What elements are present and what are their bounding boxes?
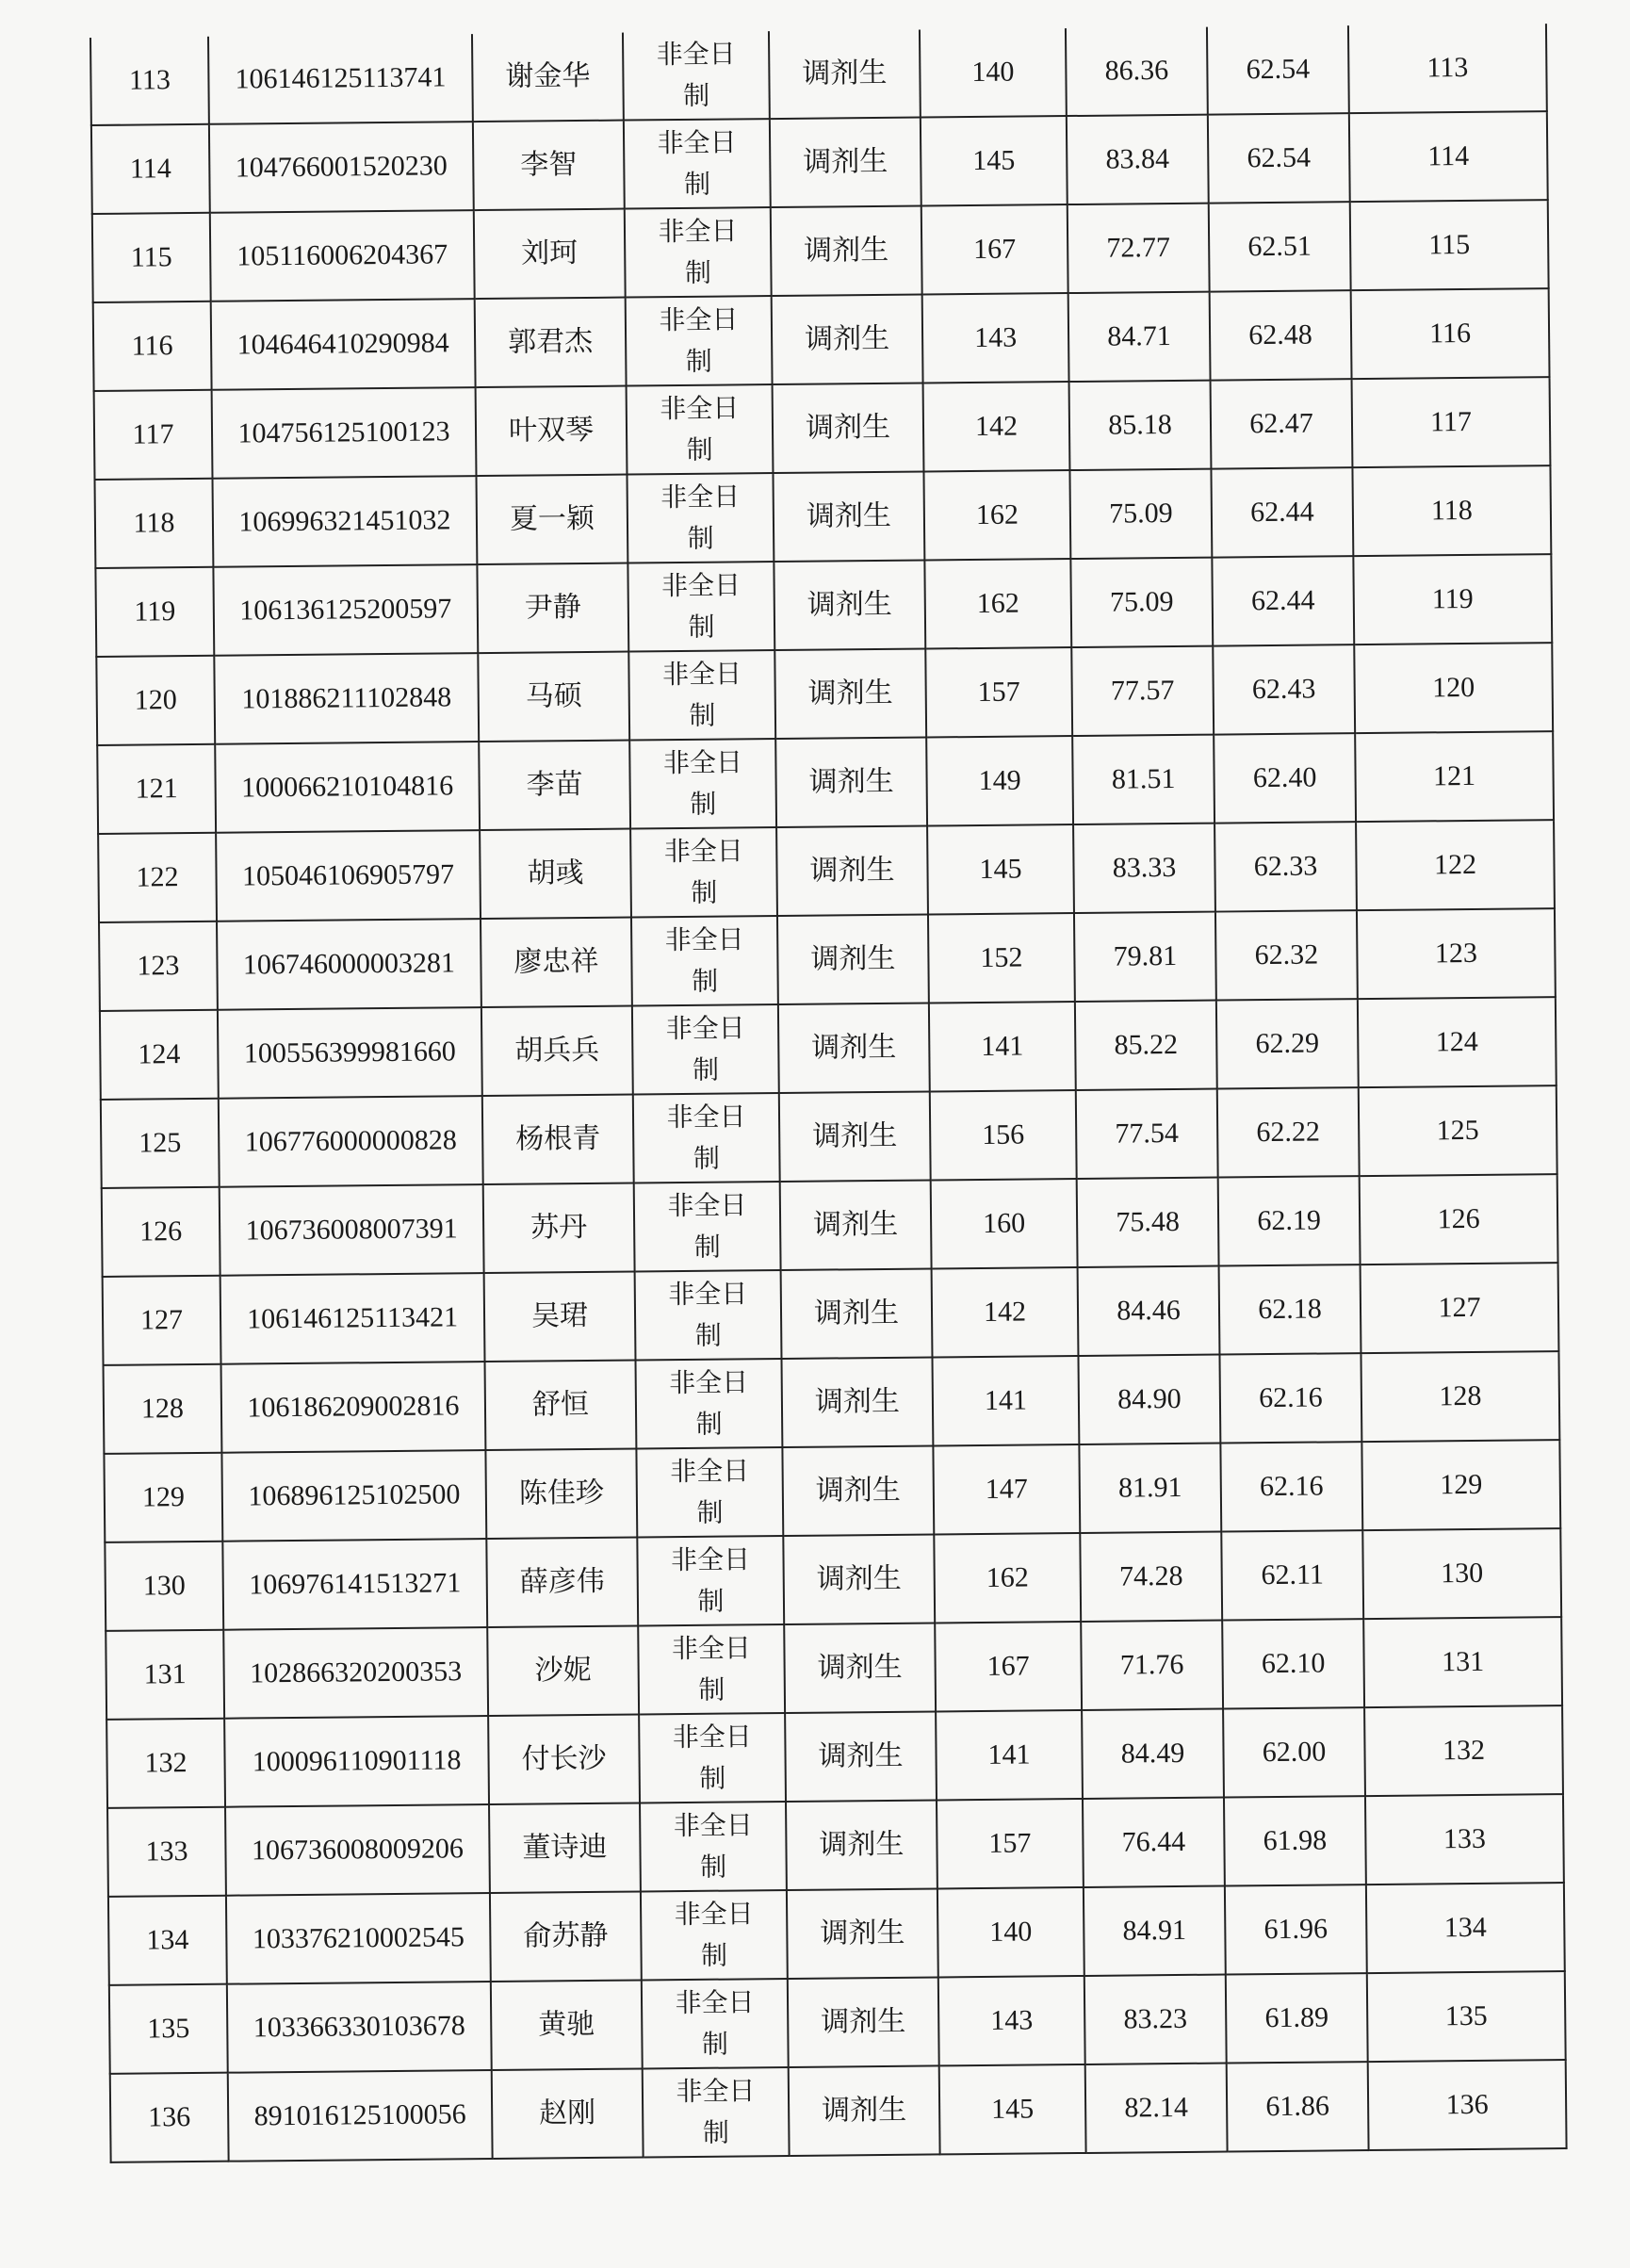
candidate-name: 谢金华 [472,33,624,122]
study-mode-line2: 制 [683,168,711,200]
study-mode-line1: 非全日 [668,1278,748,1311]
total-score: 62.51 [1209,202,1351,291]
candidate-name: 尹静 [477,563,628,654]
study-mode-line1: 非全日 [660,481,741,514]
study-mode-line1: 非全日 [674,1898,754,1931]
candidate-id: 106146125113741 [208,34,473,124]
total-score: 61.86 [1227,2062,1369,2151]
candidate-id: 106736008007391 [220,1184,484,1276]
study-mode-line1: 非全日 [664,923,744,956]
preliminary-score: 147 [933,1444,1080,1534]
study-mode [636,1447,783,1537]
study-mode-line2: 制 [693,1231,722,1263]
study-mode [641,1890,788,1980]
total-score: 62.22 [1217,1087,1360,1177]
retest-score: 75.09 [1070,558,1213,647]
table-row [93,288,1550,391]
study-mode-line2: 制 [696,1496,724,1528]
candidate-category: 调剂生 [777,914,929,1004]
table-row [103,1263,1559,1365]
study-mode-line1: 非全日 [665,1012,745,1045]
study-mode-line2: 制 [690,788,717,820]
preliminary-score: 143 [922,293,1069,383]
rank: 129 [1361,1440,1560,1530]
rank: 116 [1351,288,1550,379]
candidate-category: 调剂生 [787,1888,938,1979]
candidate-id: 106996321451032 [212,476,477,567]
row-number: 135 [109,1984,228,2074]
row-number: 123 [99,922,218,1011]
study-mode-line2: 制 [692,1053,720,1085]
candidate-id: 106736008009206 [225,1804,490,1896]
rank: 113 [1348,24,1547,113]
total-score: 62.32 [1215,910,1358,1000]
row-number: 134 [108,1896,227,1985]
retest-score: 72.77 [1068,204,1210,293]
total-score: 62.43 [1213,645,1355,734]
study-mode-line1: 非全日 [669,1455,750,1488]
total-score: 62.40 [1214,733,1356,823]
study-mode [626,296,773,385]
study-mode-line1: 非全日 [661,658,742,691]
preliminary-score: 162 [924,559,1071,648]
preliminary-score: 145 [939,2064,1086,2154]
total-score: 62.16 [1219,1353,1361,1443]
table-row [96,643,1553,745]
preliminary-score: 142 [932,1267,1079,1357]
preliminary-score: 167 [921,204,1068,294]
retest-score: 81.91 [1079,1444,1221,1533]
study-mode-line1: 非全日 [675,1986,755,2019]
total-score: 62.44 [1212,556,1354,645]
table-row [108,1883,1565,1985]
row-number: 125 [101,1099,220,1188]
retest-score: 84.90 [1078,1355,1220,1444]
study-mode-line1: 非全日 [663,835,743,868]
candidate-name: 吴珺 [484,1272,636,1362]
study-mode-line2: 制 [693,1142,721,1174]
table-row [106,1617,1562,1720]
retest-score: 77.57 [1071,646,1214,736]
table-row [95,554,1552,657]
candidate-name: 廖忠祥 [481,918,632,1008]
study-mode-line1: 非全日 [660,569,742,602]
candidate-category: 调剂生 [786,1800,937,1890]
candidate-name: 付长沙 [488,1714,640,1804]
retest-score: 75.48 [1077,1178,1219,1267]
table-row [104,1351,1560,1454]
study-mode-line2: 制 [701,2028,729,2060]
candidate-name: 郭君杰 [475,298,627,388]
study-mode-line2: 制 [689,699,716,731]
retest-score: 75.09 [1069,469,1212,559]
candidate-category: 调剂生 [770,118,921,208]
rank: 114 [1349,111,1548,202]
study-mode-line1: 非全日 [662,746,743,779]
candidate-name: 夏一颖 [476,475,628,565]
study-mode [640,1802,787,1891]
study-mode-line1: 非全日 [667,1189,747,1222]
rank: 119 [1353,554,1552,645]
study-mode [623,31,770,120]
candidate-id: 106186209002816 [221,1362,486,1453]
study-mode [635,1359,782,1448]
table-row [98,820,1555,922]
candidate-name: 陈佳珍 [485,1448,637,1539]
candidate-category: 调剂生 [773,472,924,563]
rank: 120 [1354,643,1553,733]
row-number: 130 [105,1542,223,1631]
retest-score: 84.71 [1068,292,1211,382]
table-body [90,24,1567,2162]
row-number: 127 [103,1276,221,1365]
total-score: 61.98 [1224,1796,1366,1885]
table-row [105,1528,1561,1631]
candidate-id: 105116006204367 [210,210,475,302]
row-number: 116 [93,302,212,391]
table-row [109,1971,1566,2074]
retest-score: 83.84 [1067,115,1209,204]
study-mode [633,1093,780,1183]
candidate-category: 调剂生 [781,1357,933,1447]
retest-score: 74.28 [1080,1532,1222,1622]
candidate-id: 103366330103678 [227,1982,492,2073]
total-score: 62.19 [1218,1176,1361,1265]
admission-score-table [90,24,1568,2163]
table-row [90,24,1547,125]
table-row [92,200,1549,302]
rank: 130 [1362,1528,1561,1619]
candidate-id: 101886211102848 [214,653,479,744]
study-mode-line2: 制 [691,876,718,908]
candidate-id: 100096110901118 [224,1716,489,1807]
candidate-category: 调剂生 [772,295,923,385]
retest-score: 76.44 [1083,1798,1225,1887]
row-number: 118 [95,479,214,568]
rank: 135 [1367,1971,1566,2062]
candidate-category: 调剂生 [781,1268,933,1359]
retest-score: 82.14 [1085,2064,1228,2153]
candidate-id: 104646410290984 [211,299,476,390]
row-number: 122 [98,833,217,922]
candidate-name: 杨根青 [482,1095,634,1185]
row-number: 128 [104,1364,222,1454]
study-mode [643,2067,790,2157]
candidate-name: 俞苏静 [490,1891,642,1982]
total-score: 62.10 [1222,1619,1364,1708]
retest-score: 83.23 [1084,1975,1227,2064]
row-number: 129 [104,1453,222,1542]
candidate-category: 调剂生 [778,1003,930,1093]
study-mode-line2: 制 [700,1939,728,1971]
study-mode [627,473,774,563]
candidate-name: 赵刚 [492,2068,644,2159]
candidate-id: 106896125102500 [221,1450,486,1542]
row-number: 126 [102,1187,220,1277]
study-mode-line1: 非全日 [676,2075,756,2108]
rank: 133 [1365,1794,1564,1885]
rank: 123 [1357,908,1556,999]
candidate-category: 调剂生 [776,826,928,917]
total-score: 62.29 [1216,999,1359,1088]
retest-score: 79.81 [1074,912,1216,1002]
preliminary-score: 141 [936,1710,1083,1800]
study-mode [624,119,771,208]
study-mode-line2: 制 [691,965,719,997]
study-mode [642,1979,789,2068]
study-mode-line2: 制 [685,345,712,377]
row-number: 131 [106,1630,224,1720]
study-mode [629,739,776,828]
row-number: 124 [100,1010,219,1100]
candidate-id: 102866320200353 [223,1627,488,1719]
preliminary-score: 145 [921,116,1068,205]
table-row [106,1705,1563,1808]
preliminary-score: 141 [932,1356,1079,1445]
study-mode-line2: 制 [686,433,713,465]
candidate-id: 105046106905797 [216,830,481,922]
preliminary-score: 140 [920,28,1067,117]
study-mode [627,384,774,474]
study-mode-line1: 非全日 [666,1101,746,1134]
study-mode-line1: 非全日 [672,1721,752,1754]
preliminary-score: 143 [938,1976,1085,2065]
study-mode-line2: 制 [698,1673,725,1705]
candidate-category: 调剂生 [780,1180,932,1270]
candidate-id: 104756125100123 [212,387,477,479]
study-mode-line2: 制 [688,611,715,643]
candidate-id: 106746000003281 [217,919,481,1010]
retest-score: 85.18 [1069,381,1212,470]
preliminary-score: 157 [925,647,1072,737]
candidate-name: 苏丹 [483,1183,635,1274]
candidate-category: 调剂生 [783,1534,935,1624]
study-mode-line2: 制 [702,2116,730,2148]
candidate-id: 104766001520230 [209,122,474,213]
candidate-id: 891016125100056 [228,2070,493,2162]
rank: 136 [1368,2060,1567,2150]
total-score: 62.16 [1220,1442,1362,1531]
candidate-category: 调剂生 [782,1445,934,1536]
study-mode [628,562,774,651]
table-row [107,1794,1564,1897]
candidate-name: 黄驰 [491,1980,643,2070]
study-mode-line1: 非全日 [670,1543,751,1576]
retest-score: 84.46 [1078,1266,1220,1356]
candidate-id: 100066210104816 [215,742,480,833]
retest-score: 84.49 [1082,1709,1224,1799]
total-score: 61.96 [1225,1885,1367,1974]
candidate-name: 薛彦伟 [486,1537,638,1627]
total-score: 62.47 [1211,379,1353,468]
table-row [110,2060,1567,2162]
study-mode-line1: 非全日 [657,126,737,159]
study-mode [630,827,777,917]
preliminary-score: 160 [931,1179,1078,1268]
study-mode-line1: 非全日 [671,1632,752,1665]
candidate-id: 106136125200597 [213,564,478,656]
rank: 126 [1360,1174,1558,1265]
study-mode-line2: 制 [694,1319,722,1351]
retest-score: 71.76 [1081,1621,1223,1710]
table-row [94,377,1551,480]
preliminary-score: 141 [929,1002,1076,1091]
candidate-category: 调剂生 [784,1623,936,1713]
study-mode-line2: 制 [684,256,712,288]
rank: 124 [1358,997,1557,1087]
candidate-name: 马硕 [478,652,629,742]
retest-score: 81.51 [1072,735,1214,824]
total-score: 62.33 [1214,822,1357,911]
candidate-name: 胡彧 [480,829,631,920]
retest-score: 86.36 [1066,27,1208,116]
candidate-name: 刘珂 [474,209,626,300]
rank: 131 [1363,1617,1562,1707]
candidate-category: 调剂生 [779,1091,931,1182]
study-mode-line1: 非全日 [660,392,740,425]
study-mode-line1: 非全日 [659,303,739,336]
row-number: 115 [92,213,211,302]
study-mode [637,1536,784,1625]
candidate-category: 调剂生 [769,30,921,120]
retest-score: 84.91 [1084,1886,1226,1976]
rank: 115 [1350,200,1549,290]
row-number: 119 [95,567,214,657]
rank: 125 [1359,1085,1557,1176]
table-row [101,1085,1557,1188]
study-mode [631,916,778,1005]
candidate-category: 调剂生 [785,1711,937,1802]
candidate-id: 106776000000828 [219,1096,483,1187]
preliminary-score: 156 [930,1090,1077,1180]
row-number: 114 [91,124,210,214]
study-mode-line2: 制 [687,522,714,554]
candidate-name: 李智 [473,121,625,211]
candidate-id: 106976141513271 [222,1539,487,1630]
row-number: 120 [96,656,215,745]
total-score: 62.00 [1223,1707,1365,1797]
row-number: 132 [106,1719,225,1808]
total-score: 61.89 [1226,1973,1368,2063]
study-mode [639,1713,786,1803]
candidate-name: 李苗 [479,741,630,831]
study-mode [628,650,775,740]
retest-score: 85.22 [1075,1001,1217,1090]
candidate-category: 调剂生 [789,2065,940,2156]
preliminary-score: 142 [923,382,1070,471]
total-score: 62.54 [1207,25,1349,114]
study-mode-line2: 制 [697,1585,725,1617]
preliminary-score: 157 [937,1799,1084,1888]
rank: 117 [1352,377,1551,467]
total-score: 62.54 [1208,113,1350,203]
candidate-name: 董诗迪 [489,1803,641,1893]
row-number: 121 [97,744,216,834]
rank: 134 [1366,1883,1565,1973]
retest-score: 83.33 [1073,824,1215,913]
candidate-category: 调剂生 [788,1977,939,2067]
retest-score: 77.54 [1076,1089,1218,1179]
candidate-name: 胡兵兵 [481,1006,633,1097]
study-mode [632,1004,779,1094]
row-number: 136 [110,2073,229,2162]
candidate-id: 100556399981660 [218,1007,482,1099]
rank: 118 [1352,465,1551,556]
preliminary-score: 149 [926,736,1073,825]
preliminary-score: 152 [928,913,1075,1003]
candidate-category: 调剂生 [775,738,927,828]
study-mode [635,1270,782,1360]
candidate-category: 调剂生 [774,649,926,740]
candidate-category: 调剂生 [774,561,925,651]
study-mode-line2: 制 [699,1851,727,1883]
candidate-name: 舒恒 [485,1361,637,1451]
study-mode [638,1624,785,1714]
total-score: 62.48 [1210,290,1352,380]
study-mode-line1: 非全日 [669,1366,749,1399]
candidate-name: 沙妮 [487,1625,639,1716]
rank: 128 [1361,1351,1559,1442]
table-row [95,465,1552,568]
rank: 122 [1356,820,1555,910]
table-row [97,731,1554,834]
total-score: 62.44 [1211,467,1353,557]
scanned-table-page [90,24,1566,2163]
table-row [104,1440,1560,1542]
preliminary-score: 162 [934,1533,1081,1623]
study-mode-line2: 制 [695,1408,723,1440]
total-score: 62.11 [1221,1530,1363,1620]
rank: 127 [1361,1263,1559,1353]
study-mode [625,207,772,297]
study-mode-line2: 制 [699,1762,726,1794]
table-row [99,908,1556,1011]
table-row [91,111,1548,214]
row-number: 113 [90,37,209,125]
candidate-category: 调剂生 [771,206,922,297]
preliminary-score: 162 [923,470,1070,560]
table-row [100,997,1557,1100]
study-mode-line1: 非全日 [673,1809,753,1842]
candidate-name: 叶双琴 [476,386,628,477]
candidate-id: 103376210002545 [226,1893,491,1984]
row-number: 133 [107,1807,226,1897]
preliminary-score: 167 [935,1622,1082,1711]
candidate-category: 调剂生 [773,383,924,474]
preliminary-score: 140 [937,1887,1084,1977]
study-mode-line1: 非全日 [658,215,738,248]
table-row [102,1174,1558,1277]
rank: 132 [1364,1705,1563,1796]
rank: 121 [1355,731,1554,822]
study-mode-line2: 制 [682,79,710,111]
total-score: 62.18 [1219,1265,1361,1354]
candidate-id: 106146125113421 [220,1273,485,1364]
preliminary-score: 145 [927,824,1074,914]
study-mode-line1: 非全日 [656,38,736,71]
study-mode [634,1182,781,1271]
row-number: 117 [94,390,213,480]
